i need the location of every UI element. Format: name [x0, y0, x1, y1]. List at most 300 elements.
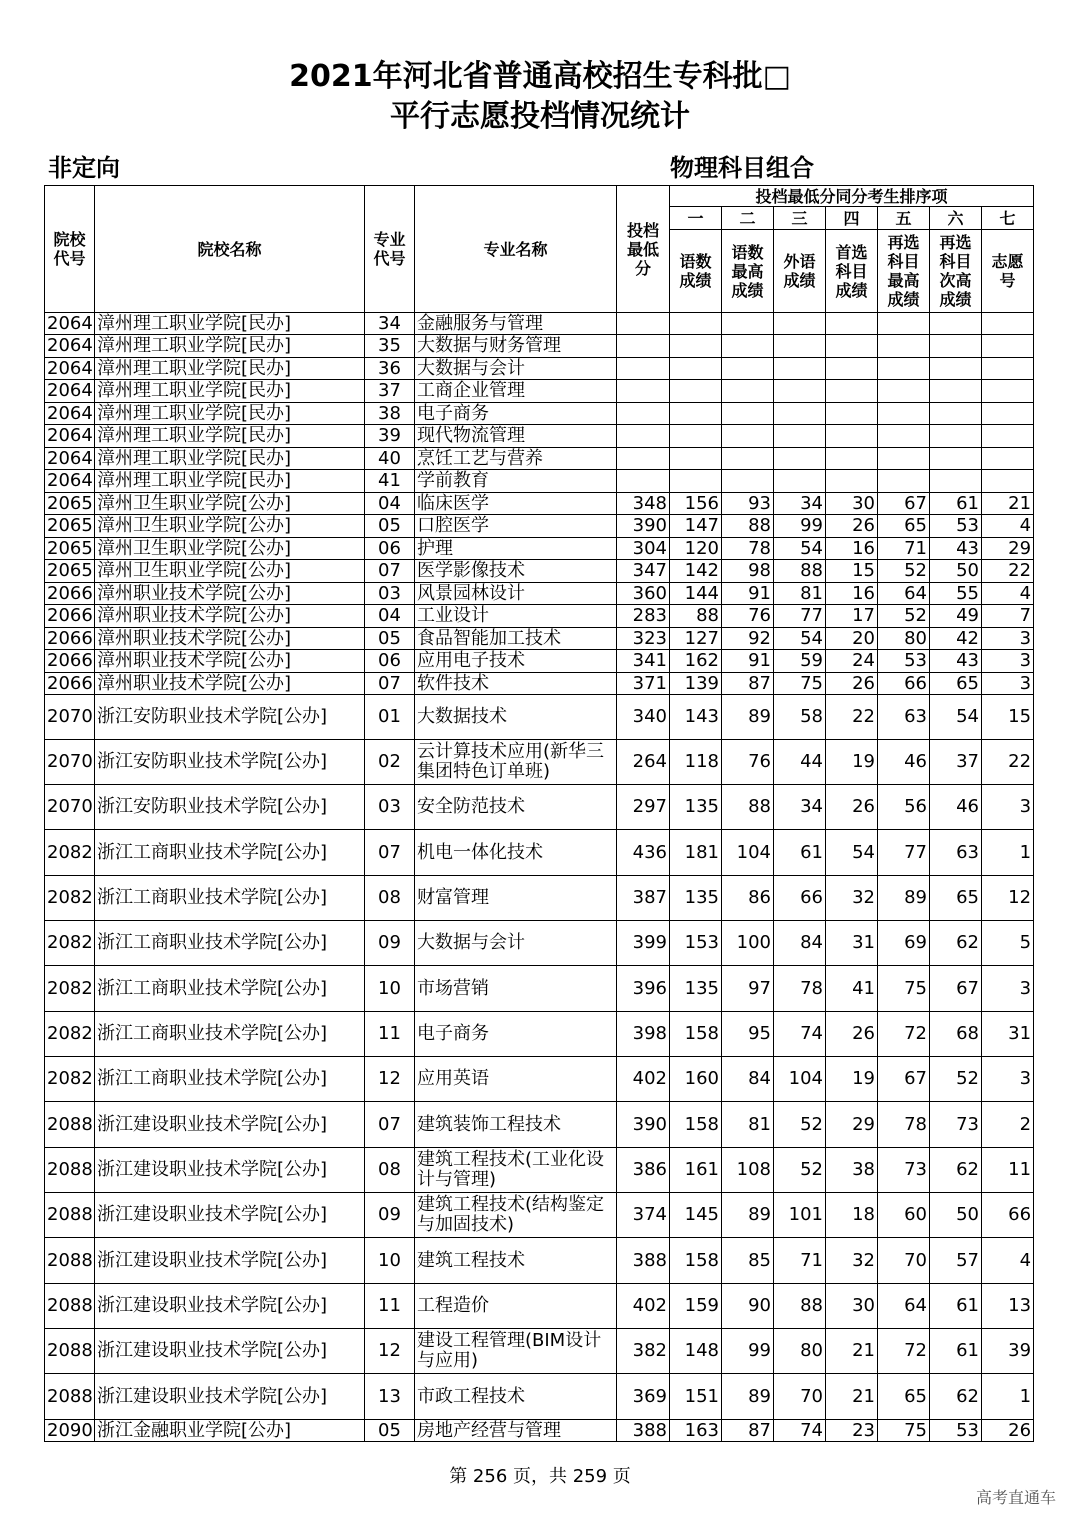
- cell-rank-value-5: 70: [878, 1238, 930, 1284]
- cell-school-name: 漳州卫生职业学院[公办]: [95, 538, 365, 560]
- cell-rank-value-5: 52: [878, 560, 930, 583]
- cell-rank-value-1: [670, 448, 722, 470]
- header-rank-4: 四: [826, 207, 878, 230]
- cell-rank-value-6: 53: [930, 515, 982, 538]
- cell-school-code: 2064: [45, 470, 95, 493]
- table-body: [45, 313, 1034, 1442]
- cell-rank-value-2: 87: [722, 673, 774, 695]
- cell-major-name: 房地产经营与管理: [415, 1420, 617, 1442]
- cell-rank-value-6: 50: [930, 1193, 982, 1238]
- cell-rank-value-5: 78: [878, 1102, 930, 1148]
- cell-rank-value-6: 61: [930, 493, 982, 515]
- cell-rank-value-4: 26: [826, 785, 878, 830]
- cell-rank-value-5: 89: [878, 876, 930, 921]
- cell-rank-value-3: 66: [774, 876, 826, 921]
- table-row: [45, 830, 1034, 876]
- cell-rank-value-3: 88: [774, 560, 826, 583]
- cell-school-code: 2090: [45, 1420, 95, 1442]
- cell-rank-value-7: 3: [982, 628, 1034, 650]
- cell-rank-value-6: [930, 470, 982, 493]
- cell-rank-value-1: 163: [670, 1420, 722, 1442]
- cell-rank-value-4: 26: [826, 673, 878, 695]
- cell-rank-value-2: 88: [722, 515, 774, 538]
- cell-min-score: 398: [617, 1012, 670, 1057]
- cell-major-name: 烹饪工艺与营养: [415, 448, 617, 470]
- cell-rank-value-1: 156: [670, 493, 722, 515]
- cell-school-code: 2066: [45, 673, 95, 695]
- cell-rank-value-4: 21: [826, 1374, 878, 1420]
- cell-min-score: [617, 470, 670, 493]
- cell-rank-value-4: 30: [826, 1284, 878, 1329]
- cell-rank-value-4: 38: [826, 1148, 878, 1193]
- cell-school-code: 2064: [45, 425, 95, 448]
- cell-rank-value-6: 65: [930, 876, 982, 921]
- cell-major-code: 09: [365, 921, 415, 966]
- header-school-code: 院校代号: [45, 186, 95, 313]
- cell-rank-value-1: 158: [670, 1012, 722, 1057]
- cell-rank-value-7: 26: [982, 1420, 1034, 1442]
- header-rank-1: 一: [670, 207, 722, 230]
- cell-rank-value-2: [722, 335, 774, 358]
- cell-rank-value-6: 57: [930, 1238, 982, 1284]
- table-row: [45, 313, 1034, 335]
- cell-rank-value-3: 58: [774, 695, 826, 740]
- cell-rank-value-2: 84: [722, 1057, 774, 1102]
- cell-school-code: 2088: [45, 1193, 95, 1238]
- cell-school-code: 2088: [45, 1238, 95, 1284]
- cell-rank-value-3: 71: [774, 1238, 826, 1284]
- cell-school-code: 2082: [45, 966, 95, 1012]
- cell-school-name: 漳州卫生职业学院[公办]: [95, 560, 365, 583]
- cell-school-name: 浙江工商职业技术学院[公办]: [95, 876, 365, 921]
- cell-min-score: 386: [617, 1148, 670, 1193]
- cell-rank-value-6: 65: [930, 673, 982, 695]
- table-row: [45, 695, 1034, 740]
- cell-rank-value-6: 55: [930, 583, 982, 605]
- cell-rank-value-7: [982, 403, 1034, 425]
- cell-school-code: 2064: [45, 448, 95, 470]
- cell-major-name: 软件技术: [415, 673, 617, 695]
- cell-rank-value-7: 12: [982, 876, 1034, 921]
- cell-school-name: 漳州理工职业学院[民办]: [95, 470, 365, 493]
- table-row: [45, 515, 1034, 538]
- table-row: [45, 1057, 1034, 1102]
- cell-major-name: 建设工程管理(BIM设计与应用): [415, 1329, 617, 1374]
- cell-rank-value-1: [670, 358, 722, 380]
- cell-rank-value-5: 75: [878, 1420, 930, 1442]
- table-row: [45, 1193, 1034, 1238]
- header-rank-item-1: 语数成绩: [670, 230, 722, 313]
- cell-rank-value-2: 89: [722, 695, 774, 740]
- cell-major-code: 04: [365, 493, 415, 515]
- cell-school-code: 2064: [45, 335, 95, 358]
- cell-school-name: 浙江工商职业技术学院[公办]: [95, 1012, 365, 1057]
- table-row: [45, 358, 1034, 380]
- cell-school-code: 2064: [45, 313, 95, 335]
- cell-min-score: 304: [617, 538, 670, 560]
- header-major-code: 专业代号: [365, 186, 415, 313]
- watermark: 高考直通车: [975, 1488, 1056, 1507]
- cell-rank-value-2: 76: [722, 740, 774, 785]
- cell-rank-value-7: 1: [982, 830, 1034, 876]
- cell-rank-value-6: 73: [930, 1102, 982, 1148]
- cell-major-code: 06: [365, 538, 415, 560]
- cell-rank-value-4: 19: [826, 1057, 878, 1102]
- cell-major-code: 41: [365, 470, 415, 493]
- cell-rank-value-1: 135: [670, 785, 722, 830]
- cell-major-code: 34: [365, 313, 415, 335]
- cell-min-score: [617, 425, 670, 448]
- cell-school-name: 漳州理工职业学院[民办]: [95, 403, 365, 425]
- cell-rank-value-1: [670, 335, 722, 358]
- cell-rank-value-6: [930, 358, 982, 380]
- cell-rank-value-1: 181: [670, 830, 722, 876]
- cell-rank-value-6: [930, 425, 982, 448]
- cell-rank-value-2: 91: [722, 650, 774, 673]
- table-row: [45, 650, 1034, 673]
- cell-rank-value-5: 72: [878, 1329, 930, 1374]
- cell-school-name: 漳州职业技术学院[公办]: [95, 628, 365, 650]
- cell-rank-value-5: 52: [878, 605, 930, 628]
- cell-major-code: 12: [365, 1057, 415, 1102]
- header-rank-item-5: 再选科目最高成绩: [878, 230, 930, 313]
- cell-rank-value-5: 77: [878, 830, 930, 876]
- cell-rank-value-2: 87: [722, 1420, 774, 1442]
- cell-rank-value-5: [878, 425, 930, 448]
- cell-major-name: 工程造价: [415, 1284, 617, 1329]
- cell-rank-value-4: 41: [826, 966, 878, 1012]
- cell-rank-value-5: 63: [878, 695, 930, 740]
- cell-rank-value-3: 101: [774, 1193, 826, 1238]
- cell-rank-value-5: [878, 448, 930, 470]
- table-row: [45, 1012, 1034, 1057]
- header-major-name: 专业名称: [415, 186, 617, 313]
- cell-major-code: 40: [365, 448, 415, 470]
- cell-rank-value-1: [670, 313, 722, 335]
- cell-min-score: [617, 380, 670, 403]
- table-row: [45, 1329, 1034, 1374]
- cell-school-code: 2065: [45, 560, 95, 583]
- cell-rank-value-6: 43: [930, 650, 982, 673]
- cell-school-name: 浙江工商职业技术学院[公办]: [95, 966, 365, 1012]
- cell-school-code: 2082: [45, 921, 95, 966]
- cell-rank-value-3: 84: [774, 921, 826, 966]
- cell-major-code: 10: [365, 966, 415, 1012]
- cell-rank-value-1: 88: [670, 605, 722, 628]
- cell-rank-value-4: [826, 403, 878, 425]
- cell-rank-value-2: 81: [722, 1102, 774, 1148]
- header-rank-3: 三: [774, 207, 826, 230]
- cell-rank-value-7: 4: [982, 583, 1034, 605]
- cell-rank-value-3: 59: [774, 650, 826, 673]
- table-row: [45, 538, 1034, 560]
- cell-rank-value-7: 4: [982, 1238, 1034, 1284]
- cell-rank-value-7: [982, 470, 1034, 493]
- cell-rank-value-5: 66: [878, 673, 930, 695]
- cell-rank-value-7: 22: [982, 560, 1034, 583]
- cell-rank-value-2: 108: [722, 1148, 774, 1193]
- cell-major-name: 市政工程技术: [415, 1374, 617, 1420]
- cell-min-score: [617, 448, 670, 470]
- cell-school-name: 漳州理工职业学院[民办]: [95, 380, 365, 403]
- cell-rank-value-6: [930, 335, 982, 358]
- cell-rank-value-4: [826, 425, 878, 448]
- cell-rank-value-3: 61: [774, 830, 826, 876]
- table-row: [45, 1374, 1034, 1420]
- cell-rank-value-1: 144: [670, 583, 722, 605]
- cell-min-score: 347: [617, 560, 670, 583]
- cell-school-code: 2066: [45, 605, 95, 628]
- cell-major-name: 建筑工程技术: [415, 1238, 617, 1284]
- cell-major-code: 02: [365, 740, 415, 785]
- cell-rank-value-2: [722, 448, 774, 470]
- cell-rank-value-4: 16: [826, 583, 878, 605]
- cell-rank-value-3: [774, 403, 826, 425]
- cell-major-name: 安全防范技术: [415, 785, 617, 830]
- cell-rank-value-7: 31: [982, 1012, 1034, 1057]
- table-row: [45, 785, 1034, 830]
- cell-major-code: 05: [365, 1420, 415, 1442]
- cell-rank-value-4: 26: [826, 515, 878, 538]
- cell-rank-value-5: [878, 313, 930, 335]
- cell-school-name: 漳州卫生职业学院[公办]: [95, 515, 365, 538]
- cell-min-score: 399: [617, 921, 670, 966]
- cell-major-name: 建筑装饰工程技术: [415, 1102, 617, 1148]
- table-row: [45, 876, 1034, 921]
- cell-major-code: 07: [365, 1102, 415, 1148]
- cell-rank-value-4: 22: [826, 695, 878, 740]
- cell-rank-value-3: 88: [774, 1284, 826, 1329]
- cell-rank-value-2: 100: [722, 921, 774, 966]
- cell-major-name: 学前教育: [415, 470, 617, 493]
- cell-rank-value-5: 75: [878, 966, 930, 1012]
- cell-rank-value-4: [826, 380, 878, 403]
- cell-major-name: 建筑工程技术(工业化设计与管理): [415, 1148, 617, 1193]
- cell-major-code: 07: [365, 560, 415, 583]
- cell-rank-value-2: 92: [722, 628, 774, 650]
- cell-rank-value-3: [774, 448, 826, 470]
- cell-major-code: 05: [365, 628, 415, 650]
- cell-rank-value-3: [774, 313, 826, 335]
- cell-min-score: 283: [617, 605, 670, 628]
- cell-major-name: 财富管理: [415, 876, 617, 921]
- cell-school-code: 2070: [45, 695, 95, 740]
- cell-rank-value-4: 18: [826, 1193, 878, 1238]
- cell-rank-value-3: 34: [774, 785, 826, 830]
- cell-rank-value-5: 65: [878, 515, 930, 538]
- cell-rank-value-6: 68: [930, 1012, 982, 1057]
- table-row: [45, 921, 1034, 966]
- cell-major-name: 大数据与会计: [415, 921, 617, 966]
- cell-rank-value-6: 62: [930, 1374, 982, 1420]
- cell-rank-value-2: 90: [722, 1284, 774, 1329]
- cell-min-score: 390: [617, 1102, 670, 1148]
- cell-major-name: 医学影像技术: [415, 560, 617, 583]
- cell-school-code: 2065: [45, 515, 95, 538]
- cell-min-score: 341: [617, 650, 670, 673]
- table-row: [45, 448, 1034, 470]
- cell-school-code: 2064: [45, 403, 95, 425]
- cell-major-code: 13: [365, 1374, 415, 1420]
- cell-rank-value-7: 29: [982, 538, 1034, 560]
- cell-rank-value-5: 53: [878, 650, 930, 673]
- cell-major-name: 电子商务: [415, 403, 617, 425]
- cell-major-code: 07: [365, 673, 415, 695]
- cell-school-name: 浙江安防职业技术学院[公办]: [95, 740, 365, 785]
- cell-rank-value-7: 13: [982, 1284, 1034, 1329]
- cell-rank-value-6: 49: [930, 605, 982, 628]
- cell-school-code: 2064: [45, 380, 95, 403]
- cell-rank-value-1: [670, 470, 722, 493]
- table-row: [45, 628, 1034, 650]
- cell-major-name: 大数据与会计: [415, 358, 617, 380]
- cell-rank-value-4: [826, 313, 878, 335]
- cell-rank-value-6: [930, 403, 982, 425]
- cell-school-name: 浙江建设职业技术学院[公办]: [95, 1329, 365, 1374]
- cell-min-score: [617, 335, 670, 358]
- cell-rank-value-6: 61: [930, 1329, 982, 1374]
- cell-rank-value-2: [722, 425, 774, 448]
- cell-rank-value-1: 145: [670, 1193, 722, 1238]
- cell-major-name: 应用电子技术: [415, 650, 617, 673]
- table-row: [45, 403, 1034, 425]
- cell-rank-value-4: 30: [826, 493, 878, 515]
- cell-major-name: 机电一体化技术: [415, 830, 617, 876]
- cell-school-code: 2070: [45, 740, 95, 785]
- cell-rank-value-4: 31: [826, 921, 878, 966]
- cell-school-name: 浙江金融职业学院[公办]: [95, 1420, 365, 1442]
- cell-rank-value-7: 2: [982, 1102, 1034, 1148]
- cell-school-name: 浙江安防职业技术学院[公办]: [95, 785, 365, 830]
- table-row: [45, 470, 1034, 493]
- cell-rank-value-4: 17: [826, 605, 878, 628]
- cell-rank-value-1: 151: [670, 1374, 722, 1420]
- cell-school-code: 2088: [45, 1148, 95, 1193]
- table-row: [45, 673, 1034, 695]
- cell-rank-value-4: 19: [826, 740, 878, 785]
- cell-rank-value-3: [774, 335, 826, 358]
- cell-rank-value-2: 76: [722, 605, 774, 628]
- cell-school-name: 漳州理工职业学院[民办]: [95, 313, 365, 335]
- cell-school-code: 2082: [45, 1012, 95, 1057]
- cell-rank-value-7: 1: [982, 1374, 1034, 1420]
- cell-rank-value-6: 37: [930, 740, 982, 785]
- cell-rank-value-4: 32: [826, 876, 878, 921]
- cell-rank-value-3: 75: [774, 673, 826, 695]
- cell-rank-value-2: 86: [722, 876, 774, 921]
- cell-rank-value-7: 5: [982, 921, 1034, 966]
- cell-min-score: 323: [617, 628, 670, 650]
- cell-school-name: 漳州理工职业学院[民办]: [95, 335, 365, 358]
- cell-min-score: 396: [617, 966, 670, 1012]
- cell-rank-value-7: [982, 335, 1034, 358]
- cell-rank-value-4: 24: [826, 650, 878, 673]
- cell-major-name: 现代物流管理: [415, 425, 617, 448]
- table-row: [45, 1420, 1034, 1442]
- cell-rank-value-1: 160: [670, 1057, 722, 1102]
- cell-rank-value-1: [670, 425, 722, 448]
- cell-rank-value-2: [722, 380, 774, 403]
- cell-school-name: 浙江建设职业技术学院[公办]: [95, 1102, 365, 1148]
- cell-major-code: 08: [365, 876, 415, 921]
- cell-rank-value-3: 77: [774, 605, 826, 628]
- header-rank-item-7: 志愿号: [982, 230, 1034, 313]
- cell-rank-value-2: 91: [722, 583, 774, 605]
- cell-rank-value-6: 63: [930, 830, 982, 876]
- cell-min-score: 348: [617, 493, 670, 515]
- cell-major-name: 电子商务: [415, 1012, 617, 1057]
- cell-major-code: 03: [365, 785, 415, 830]
- cell-school-code: 2064: [45, 358, 95, 380]
- cell-rank-value-3: 74: [774, 1012, 826, 1057]
- cell-rank-value-5: [878, 403, 930, 425]
- cell-major-code: 09: [365, 1193, 415, 1238]
- cell-rank-value-5: 64: [878, 1284, 930, 1329]
- cell-rank-value-6: 42: [930, 628, 982, 650]
- cell-rank-value-7: 11: [982, 1148, 1034, 1193]
- cell-school-name: 浙江安防职业技术学院[公办]: [95, 695, 365, 740]
- cell-rank-value-7: 3: [982, 650, 1034, 673]
- cell-min-score: [617, 403, 670, 425]
- cell-rank-value-1: 158: [670, 1238, 722, 1284]
- cell-rank-value-5: 73: [878, 1148, 930, 1193]
- cell-rank-value-1: 159: [670, 1284, 722, 1329]
- cell-rank-value-1: 139: [670, 673, 722, 695]
- cell-rank-value-6: [930, 380, 982, 403]
- cell-major-code: 11: [365, 1012, 415, 1057]
- cell-major-code: 35: [365, 335, 415, 358]
- cell-min-score: 371: [617, 673, 670, 695]
- cell-rank-value-3: 104: [774, 1057, 826, 1102]
- cell-rank-value-1: 143: [670, 695, 722, 740]
- cell-major-code: 07: [365, 830, 415, 876]
- cell-min-score: [617, 313, 670, 335]
- page-footer: 第 256 页，共 259 页: [449, 1466, 631, 1487]
- table-row: [45, 380, 1034, 403]
- cell-rank-value-5: 72: [878, 1012, 930, 1057]
- cell-major-code: 12: [365, 1329, 415, 1374]
- header-rank-item-6: 再选科目次高成绩: [930, 230, 982, 313]
- cell-rank-value-2: [722, 313, 774, 335]
- header-rank-2: 二: [722, 207, 774, 230]
- cell-major-code: 03: [365, 583, 415, 605]
- cell-major-code: 39: [365, 425, 415, 448]
- cell-school-name: 浙江建设职业技术学院[公办]: [95, 1238, 365, 1284]
- cell-rank-value-7: 3: [982, 673, 1034, 695]
- cell-rank-value-5: [878, 380, 930, 403]
- cell-rank-value-7: [982, 448, 1034, 470]
- cell-rank-value-6: 62: [930, 921, 982, 966]
- cell-rank-value-4: 20: [826, 628, 878, 650]
- cell-rank-value-5: 80: [878, 628, 930, 650]
- cell-school-code: 2088: [45, 1284, 95, 1329]
- cell-major-code: 04: [365, 605, 415, 628]
- cell-rank-value-2: 98: [722, 560, 774, 583]
- cell-school-name: 浙江工商职业技术学院[公办]: [95, 1057, 365, 1102]
- cell-school-code: 2066: [45, 628, 95, 650]
- cell-rank-value-1: 147: [670, 515, 722, 538]
- cell-rank-value-5: 60: [878, 1193, 930, 1238]
- cell-major-code: 08: [365, 1148, 415, 1193]
- cell-major-name: 食品智能加工技术: [415, 628, 617, 650]
- cell-rank-value-7: [982, 313, 1034, 335]
- cell-rank-value-1: 135: [670, 876, 722, 921]
- table-row: [45, 740, 1034, 785]
- cell-rank-value-7: 22: [982, 740, 1034, 785]
- table-row: [45, 605, 1034, 628]
- cell-major-name: 大数据技术: [415, 695, 617, 740]
- cell-major-name: 应用英语: [415, 1057, 617, 1102]
